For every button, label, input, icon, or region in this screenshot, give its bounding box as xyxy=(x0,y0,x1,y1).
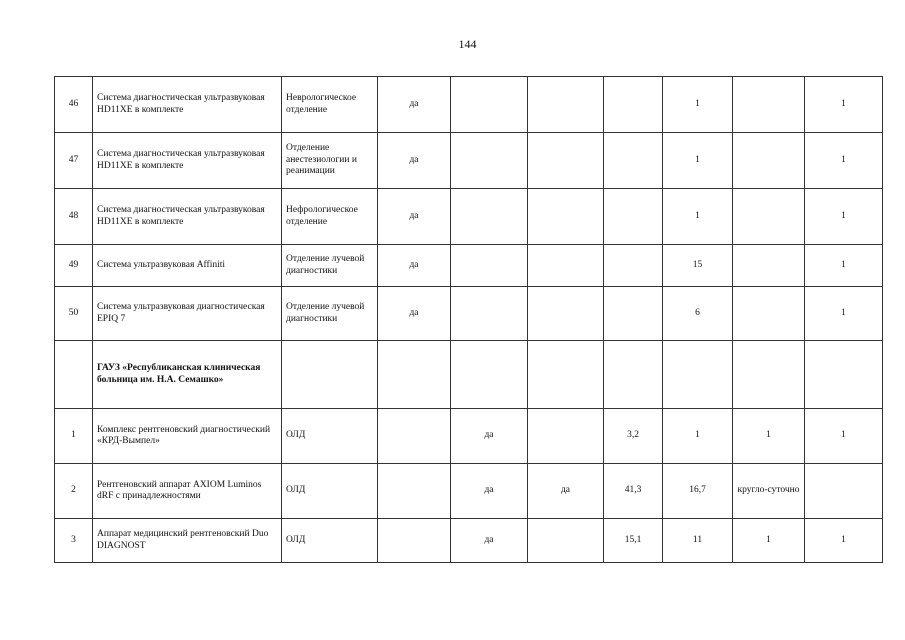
cell-col8 xyxy=(663,341,733,409)
cell-col7 xyxy=(604,287,663,341)
cell-col7: 15,1 xyxy=(604,519,663,563)
cell-col8: 1 xyxy=(663,409,733,464)
cell-col5 xyxy=(451,341,528,409)
table-row xyxy=(55,519,883,563)
equipment-name: Рентгеновский аппарат AXIOM Luminos dRF с принадлежностями xyxy=(93,464,282,519)
cell-col7 xyxy=(604,77,663,133)
cell-col9 xyxy=(733,341,805,409)
table-row xyxy=(55,287,883,341)
department: Нефрологическое отделение xyxy=(282,189,378,245)
equipment-name: Аппарат медицинский рентгеновский Duo DIAGNOST xyxy=(93,519,282,563)
row-number: 3 xyxy=(55,519,93,563)
equipment-name: Система диагностическая ультразвуковая HD11XE в комплекте xyxy=(93,189,282,245)
equipment-name: Система диагностическая ультразвуковая HD11XE в комплекте xyxy=(93,133,282,189)
table-row xyxy=(55,189,883,245)
department: Отделение анестезиологии и реанимации xyxy=(282,133,378,189)
department xyxy=(282,341,378,409)
department: ОЛД xyxy=(282,464,378,519)
cell-col4: да xyxy=(378,287,451,341)
cell-col4: да xyxy=(378,189,451,245)
row-number: 48 xyxy=(55,189,93,245)
cell-col10: 1 xyxy=(805,519,883,563)
cell-col9: 1 xyxy=(733,519,805,563)
cell-col4 xyxy=(378,341,451,409)
cell-col6 xyxy=(528,77,604,133)
cell-col6 xyxy=(528,189,604,245)
cell-col8: 11 xyxy=(663,519,733,563)
cell-col7 xyxy=(604,133,663,189)
cell-col7 xyxy=(604,245,663,287)
table-row xyxy=(55,77,883,133)
row-number: 47 xyxy=(55,133,93,189)
row-number xyxy=(55,341,93,409)
cell-col8: 1 xyxy=(663,77,733,133)
row-number: 46 xyxy=(55,77,93,133)
cell-col5: да xyxy=(451,464,528,519)
equipment-name: Комплекс рентгеновский диагностический «КРД-Вымпел» xyxy=(93,409,282,464)
cell-col9 xyxy=(733,77,805,133)
cell-col4 xyxy=(378,409,451,464)
cell-col8: 16,7 xyxy=(663,464,733,519)
row-number: 1 xyxy=(55,409,93,464)
cell-col5: да xyxy=(451,409,528,464)
cell-col4: да xyxy=(378,245,451,287)
cell-col6 xyxy=(528,341,604,409)
cell-col6 xyxy=(528,245,604,287)
cell-col10: 1 xyxy=(805,409,883,464)
table-row xyxy=(55,133,883,189)
cell-col5 xyxy=(451,245,528,287)
cell-col4: да xyxy=(378,77,451,133)
table-row xyxy=(55,245,883,287)
equipment-table xyxy=(54,76,883,563)
cell-col5 xyxy=(451,77,528,133)
equipment-name: Система ультразвуковая Affiniti xyxy=(93,245,282,287)
cell-col5 xyxy=(451,287,528,341)
cell-col8: 1 xyxy=(663,133,733,189)
cell-col7 xyxy=(604,189,663,245)
cell-col6 xyxy=(528,287,604,341)
cell-col6: да xyxy=(528,464,604,519)
section-header-row xyxy=(55,341,883,409)
cell-col8: 1 xyxy=(663,189,733,245)
cell-col9 xyxy=(733,245,805,287)
cell-col4: да xyxy=(378,133,451,189)
cell-col9 xyxy=(733,287,805,341)
row-number: 2 xyxy=(55,464,93,519)
equipment-name: Система диагностическая ультразвуковая HD11XE в комплекте xyxy=(93,77,282,133)
section-title: ГАУЗ «Республиканская клиническая больница им. Н.А. Семашко» xyxy=(93,341,282,409)
cell-col5 xyxy=(451,133,528,189)
table-row xyxy=(55,409,883,464)
cell-col9: кругло-суточно xyxy=(733,464,805,519)
department: Неврологическое отделение xyxy=(282,77,378,133)
equipment-name: Система ультразвуковая диагностическая EPIQ 7 xyxy=(93,287,282,341)
cell-col10 xyxy=(805,341,883,409)
department: Отделение лучевой диагностики xyxy=(282,245,378,287)
cell-col4 xyxy=(378,464,451,519)
cell-col6 xyxy=(528,409,604,464)
cell-col7: 3,2 xyxy=(604,409,663,464)
cell-col7: 41,3 xyxy=(604,464,663,519)
cell-col6 xyxy=(528,133,604,189)
table-row xyxy=(55,464,883,519)
cell-col9 xyxy=(733,133,805,189)
department: Отделение лучевой диагностики xyxy=(282,287,378,341)
cell-col5 xyxy=(451,189,528,245)
cell-col4 xyxy=(378,519,451,563)
cell-col10: 1 xyxy=(805,245,883,287)
cell-col10: 1 xyxy=(805,77,883,133)
cell-col6 xyxy=(528,519,604,563)
department: ОЛД xyxy=(282,519,378,563)
cell-col10: 1 xyxy=(805,287,883,341)
cell-col8: 15 xyxy=(663,245,733,287)
row-number: 49 xyxy=(55,245,93,287)
department: ОЛД xyxy=(282,409,378,464)
page-number: 144 xyxy=(458,37,477,51)
cell-col10: 1 xyxy=(805,133,883,189)
cell-col5: да xyxy=(451,519,528,563)
cell-col10: 1 xyxy=(805,189,883,245)
cell-col8: 6 xyxy=(663,287,733,341)
row-number: 50 xyxy=(55,287,93,341)
cell-col9 xyxy=(733,189,805,245)
cell-col10 xyxy=(805,464,883,519)
cell-col7 xyxy=(604,341,663,409)
cell-col9: 1 xyxy=(733,409,805,464)
